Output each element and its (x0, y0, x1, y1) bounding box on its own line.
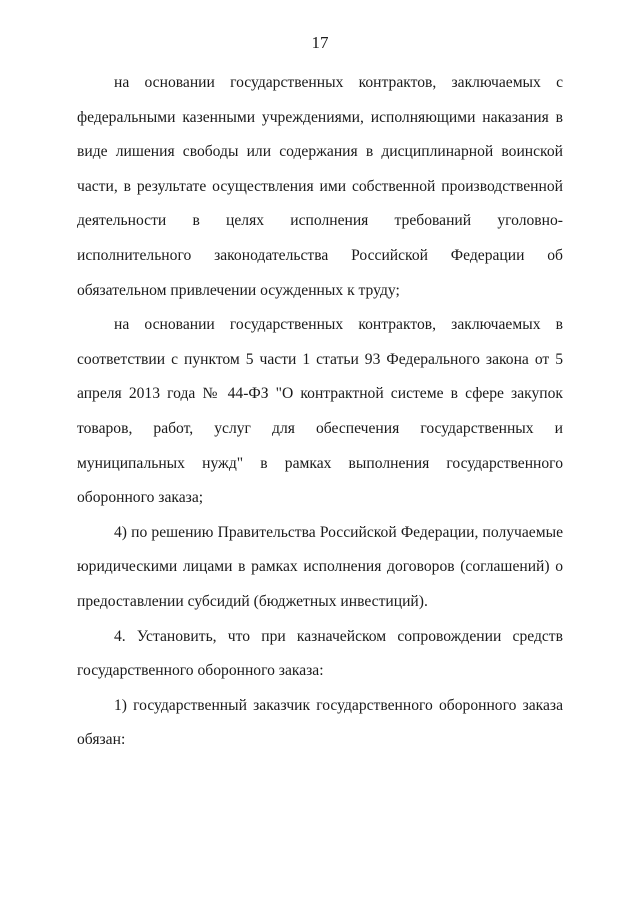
paragraph-item-4-subsidies: 4) по решению Правительства Российской Федерации, получаемые юридическими лицами в рамках исполнения договоров (соглашений) о предоставлении субсидий (бюджетных инвестиций). (77, 523, 563, 610)
paragraph-clause-4-treasury-support: 4. Установить, что при казначейском сопровождении средств государственного оборонного заказа: (77, 627, 563, 680)
document-body (77, 66, 563, 758)
paragraph-state-contracts-44-fz: на основании государственных контрактов, заключаемых в соответствии с пунктом 5 части 1 статьи 93 Федерального закона от 5 апреля 2013 года № 44-ФЗ "О контрактной системе в сфере закупок товаров, работ, услуг для обеспечения государственных и муниципальных нужд" в рамках выполнения государственного оборонного заказа; (77, 316, 563, 507)
paragraph-state-contracts-penal-institutions: на основании государственных контрактов, заключаемых с федеральными казенными учреждениями, исполняющими наказания в виде лишения свободы или содержания в дисциплинарной воинской части, в результате осуществления ими собственной производственной деятельности в целях исполнения требований уголовно-исполнительного законодательства Российской Федерации об обязательном привлечении осужденных к труду; (77, 74, 563, 299)
paragraph-item-1-customer-obliged: 1) государственный заказчик государственного оборонного заказа обязан: (77, 696, 563, 749)
page-number: 17 (311, 33, 329, 52)
